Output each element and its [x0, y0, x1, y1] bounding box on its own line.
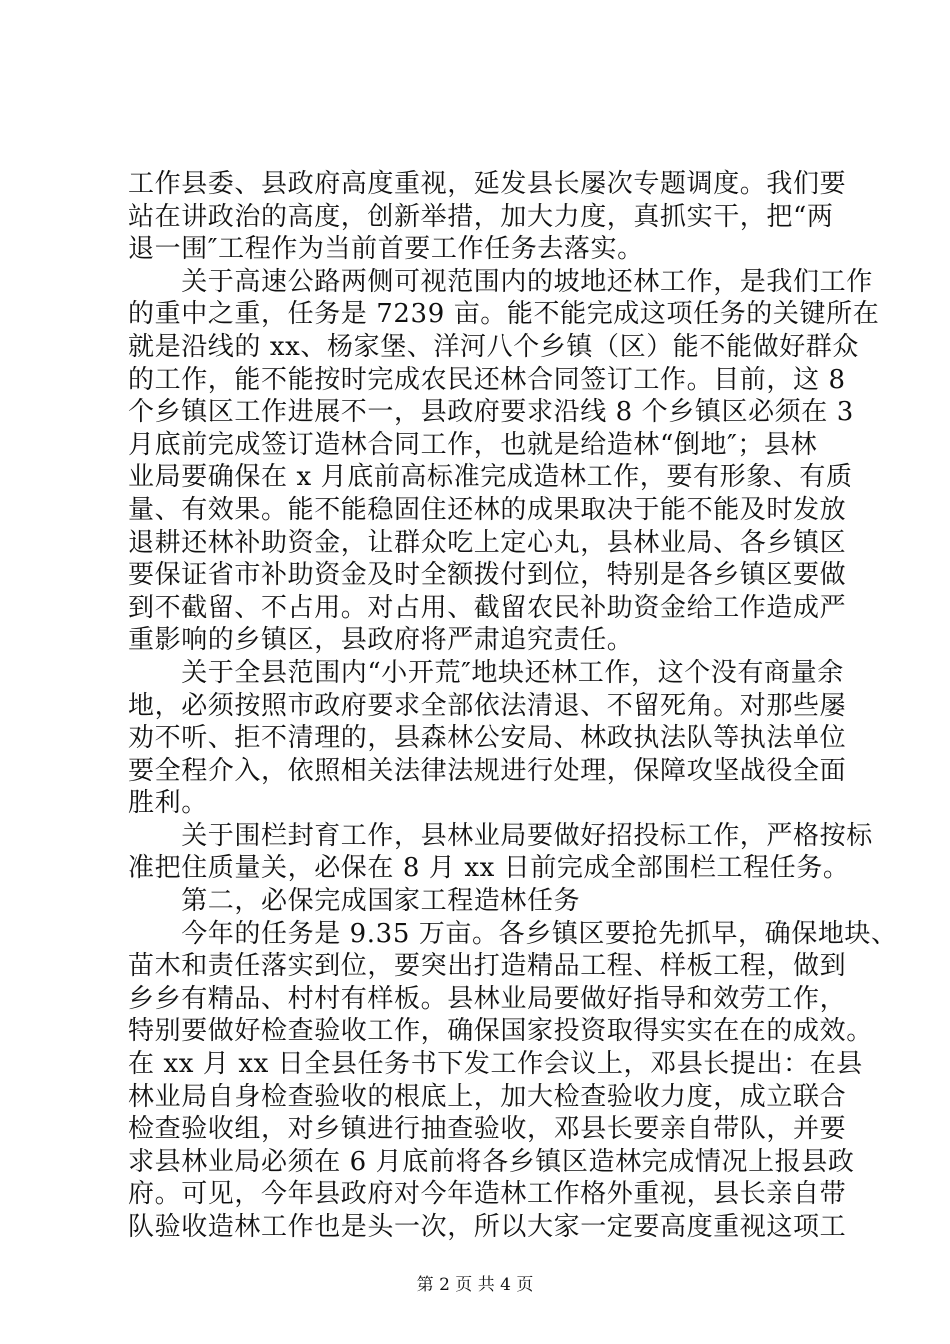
text-line: 队验收造林工作也是头一次，所以大家一定要高度重视这项工 [128, 1212, 847, 1242]
text-line: 月底前完成签订造林合同工作，也就是给造林“倒地″；县林 [128, 429, 818, 460]
text-line: 关于全县范围内“小开荒″地块还林工作，这个没有商量余 [128, 657, 844, 688]
text-line: 今年的任务是 9.35 万亩。各乡镇区要抢先抓早，确保地块、 [128, 918, 898, 949]
text-line: 就是沿线的 xx、杨家堡、洋河八个乡镇（区）能不能做好群众 [128, 331, 859, 362]
text-line: 退耕还林补助资金，让群众吃上定心丸，县林业局、各乡镇区 [128, 527, 847, 558]
text-line: 要全程介入，依照相关法律法规进行处理，保障攻坚战役全面 [128, 755, 847, 786]
text-line: 重影响的乡镇区，县政府将严肃追究责任。 [128, 625, 634, 656]
text-line: 要保证省市补助资金及时全额拨付到位，特别是各乡镇区要做 [128, 560, 847, 591]
text-line: 准把住质量关，必保在 8 月 xx 日前完成全部围栏工程任务。 [128, 853, 850, 884]
text-line: 的重中之重，任务是 7239 亩。能不能完成这项任务的关键所在 [128, 299, 880, 330]
text-line: 工作县委、县政府高度重视，延发县长屡次专题调度。我们要 [128, 169, 847, 199]
text-line: 退一围″工程作为当前首要工作任务去落实。 [128, 234, 644, 265]
text-line: 求县林业局必须在 6 月底前将各乡镇区造林完成情况上报县政 [128, 1146, 855, 1177]
text-line: 个乡镇区工作进展不一，县政府要求沿线 8 个乡镇区必须在 3 [128, 397, 854, 428]
text-line: 乡乡有精品、村村有样板。县林业局要做好指导和效劳工作， [128, 983, 847, 1014]
text-line: 胜利。 [128, 788, 208, 819]
text-line: 苗木和责任落实到位，要突出打造精品工程、样板工程，做到 [128, 951, 847, 982]
page-number-footer: 第 2 页 共 4 页 [416, 1275, 534, 1295]
text-line: 在 xx 月 xx 日全县任务书下发工作会议上，邓县长提出：在县 [128, 1049, 863, 1080]
text-line: 量、有效果。能不能稳固住还林的成果取决于能不能及时发放 [128, 494, 847, 525]
text-line: 林业局自身检查验收的根底上，加大检查验收力度，成立联合 [128, 1081, 847, 1112]
text-line: 关于高速公路两侧可视范围内的坡地还林工作，是我们工作 [128, 266, 873, 297]
text-line: 检查验收组，对乡镇进行抽查验收，邓县长要亲自带队，并要 [128, 1114, 847, 1145]
text-line: 府。可见，今年县政府对今年造林工作格外重视，县长亲自带 [128, 1179, 847, 1210]
text-line: 站在讲政治的高度，创新举措，加大力度，真抓实干，把“两 [128, 201, 834, 232]
text-line: 关于围栏封育工作，县林业局要做好招投标工作，严格按标 [128, 820, 873, 851]
text-line: 劝不听、拒不清理的，县森林公安局、林政执法队等执法单位 [128, 723, 847, 754]
section-heading: 第二，必保完成国家工程造林任务 [128, 886, 581, 917]
text-line: 业局要确保在 x 月底前高标准完成造林工作，要有形象、有质 [128, 462, 853, 493]
text-line: 到不截留、不占用。对占用、截留农民补助资金给工作造成严 [128, 592, 847, 623]
body-text [128, 168, 898, 1244]
text-line: 特别要做好检查验收工作，确保国家投资取得实实在在的成效。 [128, 1016, 873, 1047]
text-line: 地，必须按照市政府要求全部依法清退、不留死角。对那些屡 [128, 690, 847, 721]
text-line: 的工作，能不能按时完成农民还林合同签订工作。目前，这 8 [128, 364, 846, 395]
